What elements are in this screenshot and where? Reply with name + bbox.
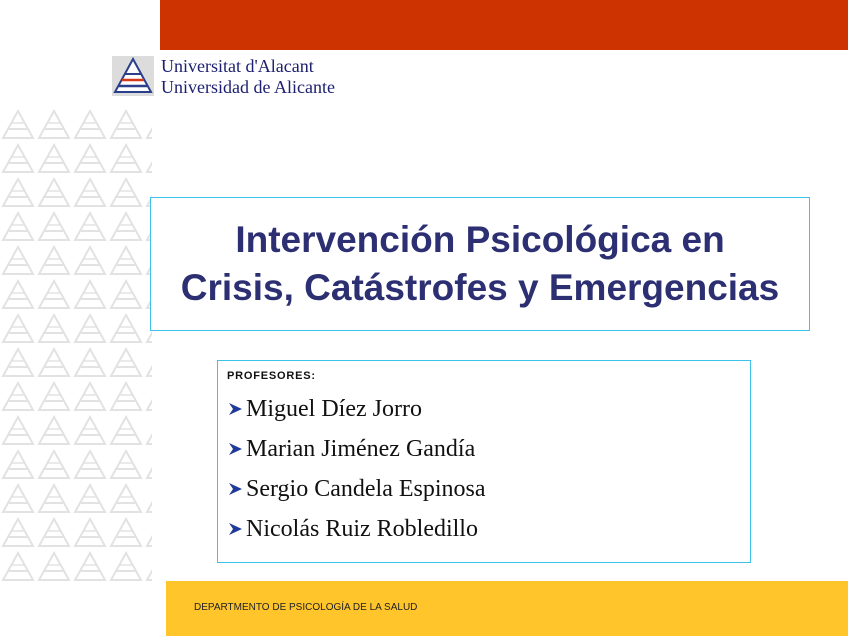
arrow-right-bullet-icon: [227, 401, 244, 417]
arrow-right-bullet-icon: [227, 441, 244, 457]
professor-item: [227, 469, 486, 509]
professor-name: Sergio Candela Espinosa: [246, 475, 486, 502]
university-name-spanish: Universidad de Alicante: [161, 77, 335, 97]
university-name-block: [161, 56, 335, 98]
title-line-2: Crisis, Catástrofes y Emergencias: [180, 267, 780, 308]
professor-name: Nicolás Ruiz Robledillo: [246, 515, 478, 542]
university-name-valencian: Universitat d'Alacant: [161, 56, 314, 76]
professor-item: [227, 509, 486, 549]
professor-name: Marian Jiménez Gandía: [246, 435, 476, 462]
decorative-logo-pattern: [0, 108, 152, 584]
pattern-fill: [0, 108, 152, 584]
top-red-bar-fill: [160, 0, 848, 50]
professors-heading: PROFESORES:: [227, 370, 316, 382]
title-box: [150, 197, 810, 331]
professor-item: [227, 389, 486, 429]
title-line-1: Intervención Psicológica en: [235, 219, 725, 260]
department-label: DEPARTMENTO DE PSICOLOGÍA DE LA SALUD: [194, 602, 418, 613]
professor-name: Miguel Díez Jorro: [246, 395, 422, 422]
arrow-right-bullet-icon: [227, 521, 244, 537]
footer: [166, 581, 848, 636]
arrow-right-bullet-icon: [227, 481, 244, 497]
top-red-bar: [160, 0, 848, 50]
professors-list: [227, 389, 486, 549]
university-logo-icon: [112, 56, 154, 96]
professors-box: [217, 360, 751, 563]
professor-item: [227, 429, 486, 469]
